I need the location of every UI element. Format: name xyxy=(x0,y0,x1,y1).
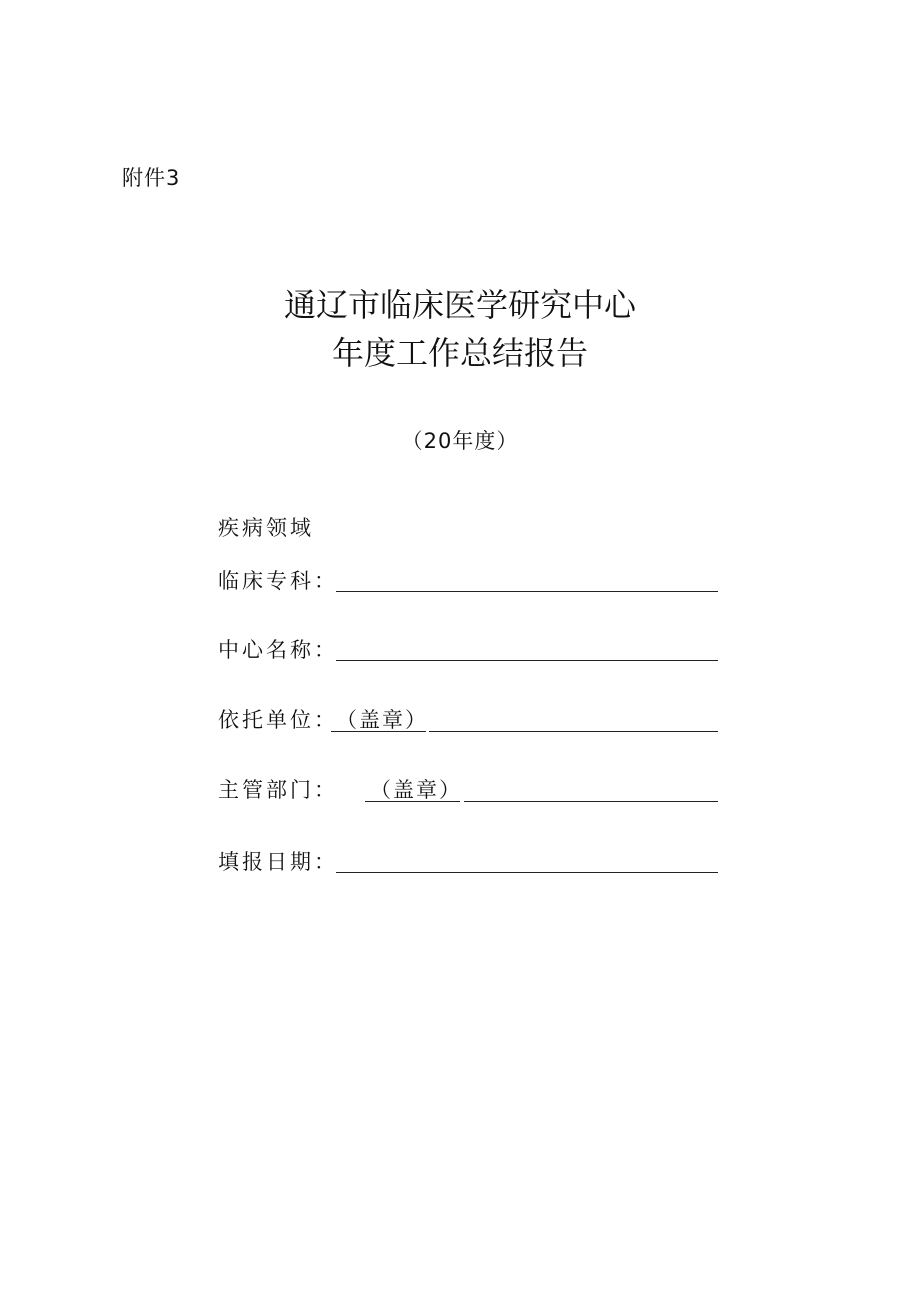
fill-date-label: 填报日期： xyxy=(218,850,338,874)
clinical-specialty-field xyxy=(218,571,338,592)
report-title-line-2: 年度工作总结报告 xyxy=(331,334,588,372)
host-unit-label: 依托单位： xyxy=(218,708,338,732)
report-year-label: （20年度） xyxy=(401,429,519,453)
report-title-line-1: 通辽市临床医学研究中心 xyxy=(283,286,636,324)
supervising-dept-stamp-text: （盖章） xyxy=(370,778,462,802)
host-unit-stamp-text: （盖章） xyxy=(336,708,428,732)
center-name-blank-line[interactable] xyxy=(336,660,718,661)
supervising-dept-stamp-underline xyxy=(365,801,460,802)
disease-area-field xyxy=(218,518,314,539)
host-unit-stamp-underline xyxy=(331,731,426,732)
attachment-label: 附件3 xyxy=(122,166,181,190)
host-unit-field xyxy=(218,710,338,731)
supervising-dept-label: 主管部门： xyxy=(218,778,338,802)
supervising-dept-blank-line[interactable] xyxy=(464,801,718,802)
fill-date-field xyxy=(218,852,338,873)
clinical-specialty-label: 临床专科： xyxy=(218,569,338,593)
center-name-label: 中心名称： xyxy=(218,638,338,662)
fill-date-blank-line[interactable] xyxy=(336,872,718,873)
host-unit-blank-line[interactable] xyxy=(429,731,718,732)
disease-area-label: 疾病领域 xyxy=(218,516,314,540)
clinical-specialty-blank-line[interactable] xyxy=(336,591,718,592)
center-name-field xyxy=(218,640,338,661)
supervising-dept-field xyxy=(218,780,338,801)
